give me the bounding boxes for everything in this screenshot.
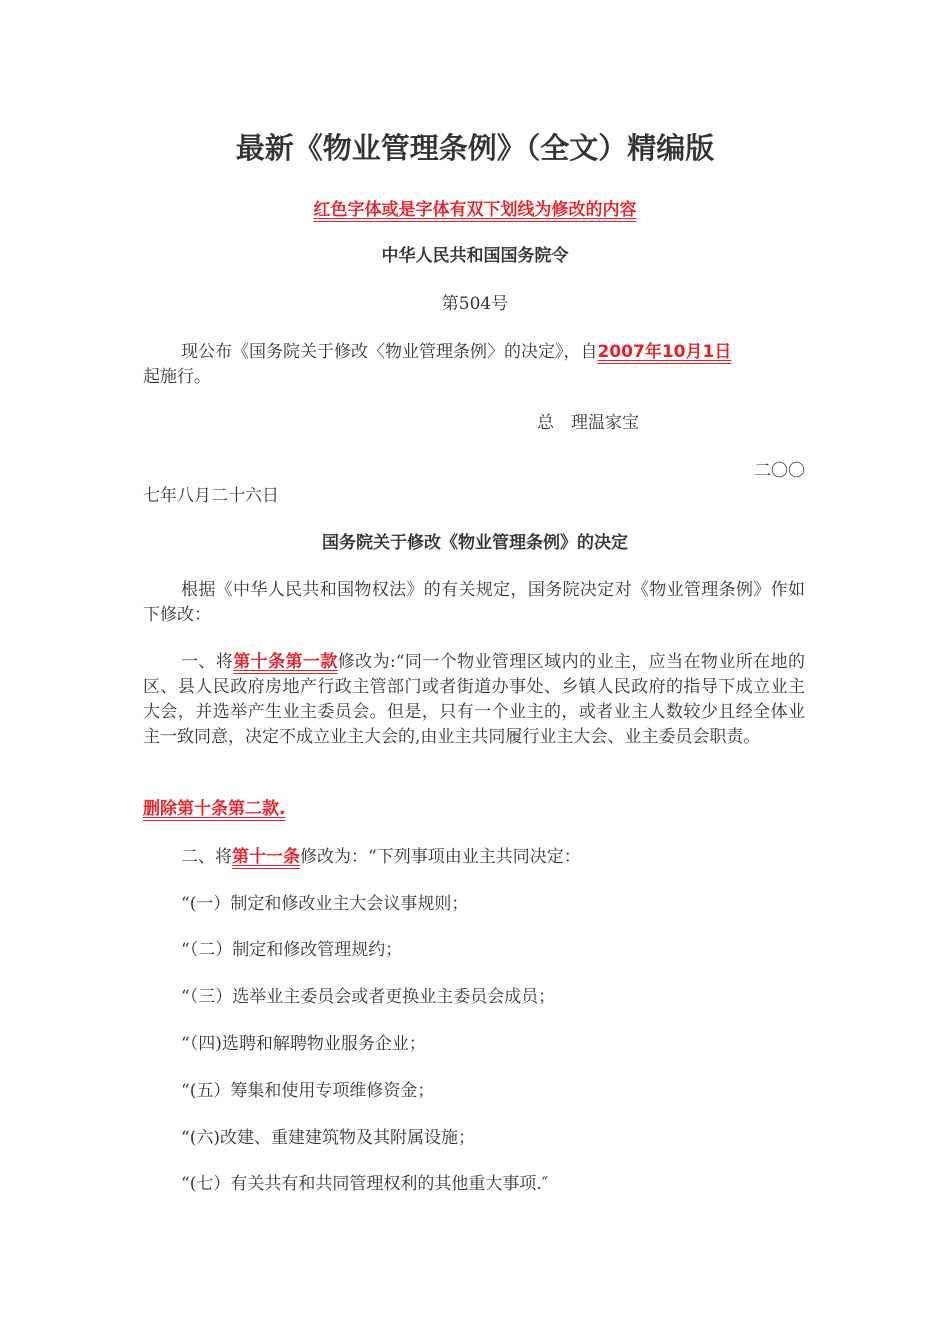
deletion-text: 删除第十条第二款. — [143, 799, 286, 819]
amendment-item-2 — [143, 845, 805, 870]
document-title: 最新《物业管理条例》（全文）精编版 — [235, 131, 715, 165]
sign-date-line2: 七年八月二十六日 — [143, 486, 279, 506]
item1-article-ref: 第十条第一款 — [233, 652, 338, 672]
decision-title: 国务院关于修改《物业管理条例》的决定 — [322, 533, 628, 553]
list-item: “(一）制定和修改业主大会议事规则； — [181, 894, 469, 914]
list-item: “(六)改建、重建建筑物及其附属设施； — [181, 1128, 475, 1148]
list-item: “（三）选举业主委员会或者更换业主委员会成员； — [181, 987, 556, 1007]
item1-prefix: 一、将 — [181, 652, 234, 672]
effective-date: 2007年10月1日 — [597, 342, 732, 362]
issuer-heading: 中华人民共和国国务院令 — [381, 246, 569, 266]
list-item: “（二）制定和修改管理规约； — [181, 940, 403, 960]
item2-article-ref: 第十一条 — [232, 847, 300, 867]
item2-prefix: 二、将 — [181, 847, 232, 867]
signature-line: 总 理温家宝 — [537, 413, 639, 433]
list-item: “（四)选聘和解聘物业服务企业； — [181, 1034, 426, 1054]
promulgation-prefix: 现公布《国务院关于修改〈物业管理条例〉的决定》，自 — [181, 342, 598, 362]
revision-note-text: 红色字体或是字体有双下划线为修改的内容 — [313, 200, 637, 220]
intro-paragraph: 根据《中华人民共和国物权法》的有关规定，国务院决定对《物业管理条例》作如下修改： — [143, 580, 805, 625]
revision-note — [0, 197, 950, 223]
order-number: 第504号 — [441, 294, 509, 314]
list-item: “(五）筹集和使用专项维修资金； — [181, 1081, 435, 1101]
item1-text: 修改为:“同一个物业管理区域内的业主，应当在物业所在地的区、县人民政府房地产行政主管部门或者街道办事处、乡镇人民政府的指导下成立业主大会，并选举产生业主委员会。但是，只有一个业主的，或者业主人数较少且经全体业主一致同意，决定不成立业主大会的,由业主共同履行业主大会、业主委员会职责。 — [143, 652, 805, 747]
amendment-item-1 — [143, 650, 805, 750]
deletion-line — [143, 797, 805, 822]
promulgation-suffix: 起施行。 — [143, 367, 211, 387]
promulgation-paragraph — [143, 340, 805, 390]
sign-date-line1: 二〇〇 — [754, 461, 805, 481]
list-item: “(七）有关共有和共同管理权利的其他重大事项.″ — [181, 1174, 549, 1194]
item2-text: 修改为：“下列事项由业主共同决定： — [300, 847, 581, 867]
